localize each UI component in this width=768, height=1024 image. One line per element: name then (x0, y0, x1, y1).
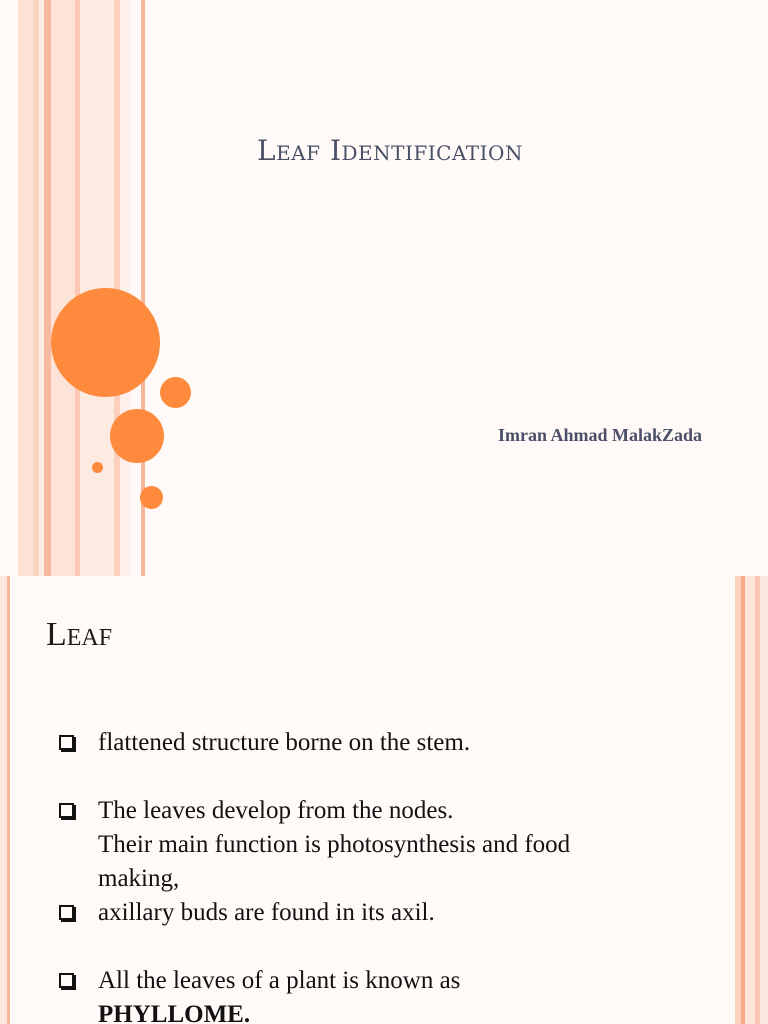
orange-circle-large-icon (51, 288, 160, 397)
list-item (58, 726, 698, 760)
decorative-stripe (745, 576, 755, 1024)
decorative-stripe (0, 576, 7, 1024)
checkbox-bullet-icon (59, 803, 74, 818)
decorative-stripe (7, 576, 10, 1024)
list-item (58, 794, 698, 828)
decorative-stripe (51, 0, 75, 576)
decorative-stripe (44, 0, 51, 576)
orange-circle-tiny-icon (92, 462, 103, 473)
bullet-continuation: Their main function is photosynthesis and food (98, 831, 571, 858)
orange-circle-small-icon (160, 377, 191, 408)
bullet-continuation: making, (98, 865, 180, 892)
author-name: Imran Ahmad MalakZada (497, 425, 702, 445)
checkbox-bullet-icon (59, 973, 74, 988)
bullet-list (58, 726, 698, 1024)
orange-circle-medium-icon (110, 409, 164, 463)
bullet-text: axillary buds are found in its axil. (98, 899, 435, 926)
decorative-stripe (18, 0, 33, 576)
bullet-text: The leaves develop from the nodes. (98, 797, 454, 824)
decorative-stripe (120, 0, 130, 576)
decorative-stripe (760, 576, 768, 1024)
slide-heading: Leaf (46, 616, 113, 653)
content-slide (0, 576, 768, 1024)
bullet-text: flattened structure borne on the stem. (98, 729, 471, 756)
bullet-continuation-bold: PHYLLOME. (98, 1001, 251, 1024)
checkbox-bullet-icon (59, 905, 74, 920)
bullet-text: All the leaves of a plant is known as (98, 967, 461, 994)
list-item (58, 964, 698, 998)
orange-circle-small-icon (140, 486, 163, 509)
list-item (58, 896, 698, 930)
checkbox-bullet-icon (59, 735, 74, 750)
slide-title: Leaf Identification (257, 134, 523, 167)
